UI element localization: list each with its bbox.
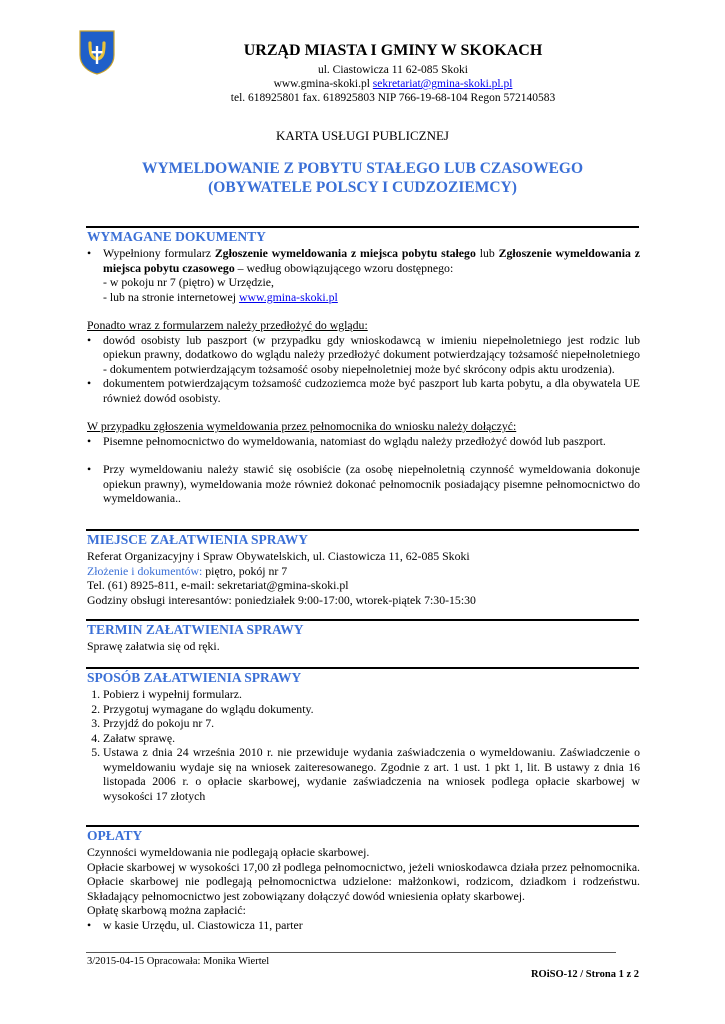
term-text: Sprawę załatwia się od ręki. — [87, 639, 220, 653]
list-item: • dowód osobisty lub paszport (w przypadku gdy wnioskodawcą w imieniu niepełnoletniego jest rodzic lub opiekun prawny, dodatkowo do wglądu należy przedłożyć dokument potwierdzający tożsamość niepełnoletniego - dokumentem potwierdzającym tożsamość osoby niepełnoletniej może być skrócony odpis aktu urodzenia). — [87, 333, 640, 377]
website-link[interactable]: www.gmina-skoki.pl — [238, 289, 338, 304]
section-divider — [86, 825, 639, 827]
section-fees — [87, 828, 640, 932]
list-item: 1. Pobierz i wypełnij formularz. — [103, 687, 640, 702]
list-item: • dokumentem potwierdzającym tożsamość cudzoziemca może być paszport lub karta pobytu, a dla obywatela UE również dowód osobisty. — [87, 376, 640, 405]
list-item: • w kasie Urzędu, ul. Ciastowicza 11, parter — [87, 918, 640, 933]
section-heading: MIEJSCE ZAŁATWIENIA SPRAWY — [87, 532, 309, 547]
sub-item: - lub na stronie internetowej www.gmina-skoki.pl — [103, 289, 338, 304]
list-item: 5. Ustawa z dnia 24 września 2010 r. nie przewiduje wydania zaświadczenia o wymeldowaniu. Zaświadczenie o wymeldowaniu wydaje się na wniosek zaiteresowanego. Zgodnie z art. 1 ust. 1 pkt 1, lit. B ustawy z dnia 16 listopada 2006 r. o opłacie skarbowej, wydanie zaświadczenia na wniosek podlega opłacie skarbowej w wysokości 17 złotych — [103, 745, 640, 803]
document-title — [0, 159, 725, 197]
footer-divider — [86, 952, 616, 953]
coat-of-arms-logo — [78, 29, 116, 75]
section-place — [87, 532, 640, 607]
section-method — [87, 670, 640, 803]
office-contact: tel. 618925801 fax. 618925803 NIP 766-19-68-104 Regon 572140583 — [230, 92, 556, 104]
footer-page-number: ROiSO-12 / Strona 1 z 2 — [530, 969, 639, 980]
list-item: 4. Załatw sprawę. — [103, 731, 640, 746]
footer-author: 3/2015-04-15 Opracowała: Monika Wiertel — [87, 956, 270, 967]
document-type: KARTA USŁUGI PUBLICZNEJ — [276, 128, 449, 143]
sub-item: - w pokoju nr 7 (piętro) w Urzędzie, — [103, 275, 274, 289]
place-line: Godziny obsługi interesantów: poniedziałek 9:00-17:00, wtorek-piątek 7:30-15:30 — [87, 592, 476, 607]
subheading: Ponadto wraz z formularzem należy przedłożyć do wglądu: — [87, 318, 368, 332]
list-item: 2. Przygotuj wymagane do wglądu dokumenty. — [103, 702, 640, 717]
list-item: • Pisemne pełnomocnictwo do wymeldowania, natomiast do wglądu należy przedłożyć dowód lub paszport. — [87, 434, 640, 449]
section-term — [87, 622, 640, 654]
list-item: 3. Przyjdź do pokoju nr 7. — [103, 716, 640, 731]
subheading: W przypadku zgłoszenia wymeldowania przez pełnomocnika do wniosku należy dołączyć: — [87, 419, 517, 433]
section-heading: TERMIN ZAŁATWIENIA SPRAWY — [87, 622, 304, 637]
office-name: URZĄD MIASTA I GMINY W SKOKACH — [243, 42, 543, 59]
office-address: ul. Ciastowicza 11 62-085 Skoki — [317, 64, 469, 76]
section-divider — [86, 529, 639, 531]
section-heading: WYMAGANE DOKUMENTY — [87, 229, 266, 244]
fees-text: Opłatę skarbową można zapłacić: — [87, 903, 246, 917]
section-divider — [86, 667, 639, 669]
office-web-email — [128, 77, 658, 91]
office-email-link[interactable]: sekretariat@gmina-skoki.pl.pl — [372, 78, 513, 90]
office-website: www.gmina-skoki.pl — [273, 78, 370, 90]
section-divider — [86, 226, 639, 228]
place-line: Referat Organizacyjny i Spraw Obywatelskich, ul. Ciastowicza 11, 62-085 Skoki — [87, 549, 470, 563]
list-item: • Wypełniony formularz Zgłoszenie wymeldowania z miejsca pobytu stałego lub Zgłoszenie wymeldowania z miejsca pobytu czasowego – według obowiązującego wzoru dostępnego: — [87, 246, 640, 275]
section-divider — [86, 619, 639, 621]
list-item: • Przy wymeldowaniu należy stawić się osobiście (za osobę niepełnoletnią czynność wymeldowania dokonuje opiekun prawny), wymeldowania może również dokonać pełnomocnik posiadający pisemne pełnomocnictwo do wymeldowania.. — [87, 462, 640, 506]
fees-text: Czynności wymeldowania nie podlegają opłacie skarbowej. — [87, 845, 370, 859]
section-documents — [87, 229, 640, 506]
place-line: Tel. (61) 8925-811, e-mail: sekretariat@gmina-skoki.pl — [87, 578, 349, 592]
fees-text: Opłacie skarbowej w wysokości 17,00 zł podlega pełnomocnictwo, jeżeli wnioskodawca działa przez pełnomocnika. Opłacie skarbowej nie podlegają pełnomocnictwa udzielone: małżonkowi, rodzicom, dziadkom i rodzeństwu. Składający pełnomocnictwo jest zobowiązany dołączyć dowód wniesienia opłaty skarbowej. — [87, 859, 640, 903]
section-heading: SPOSÓB ZAŁATWIENIA SPRAWY — [87, 670, 302, 685]
document-title-line1: WYMELDOWANIE Z POBYTU STAŁEGO LUB CZASOWEGO — [141, 160, 584, 177]
steps-list — [87, 687, 640, 803]
section-heading: OPŁATY — [87, 828, 143, 843]
place-line: Złożenie i dokumentów: piętro, pokój nr 7 — [87, 563, 288, 578]
document-title-line2: (OBYWATELE POLSCY I CUDZOZIEMCY) — [208, 179, 517, 196]
